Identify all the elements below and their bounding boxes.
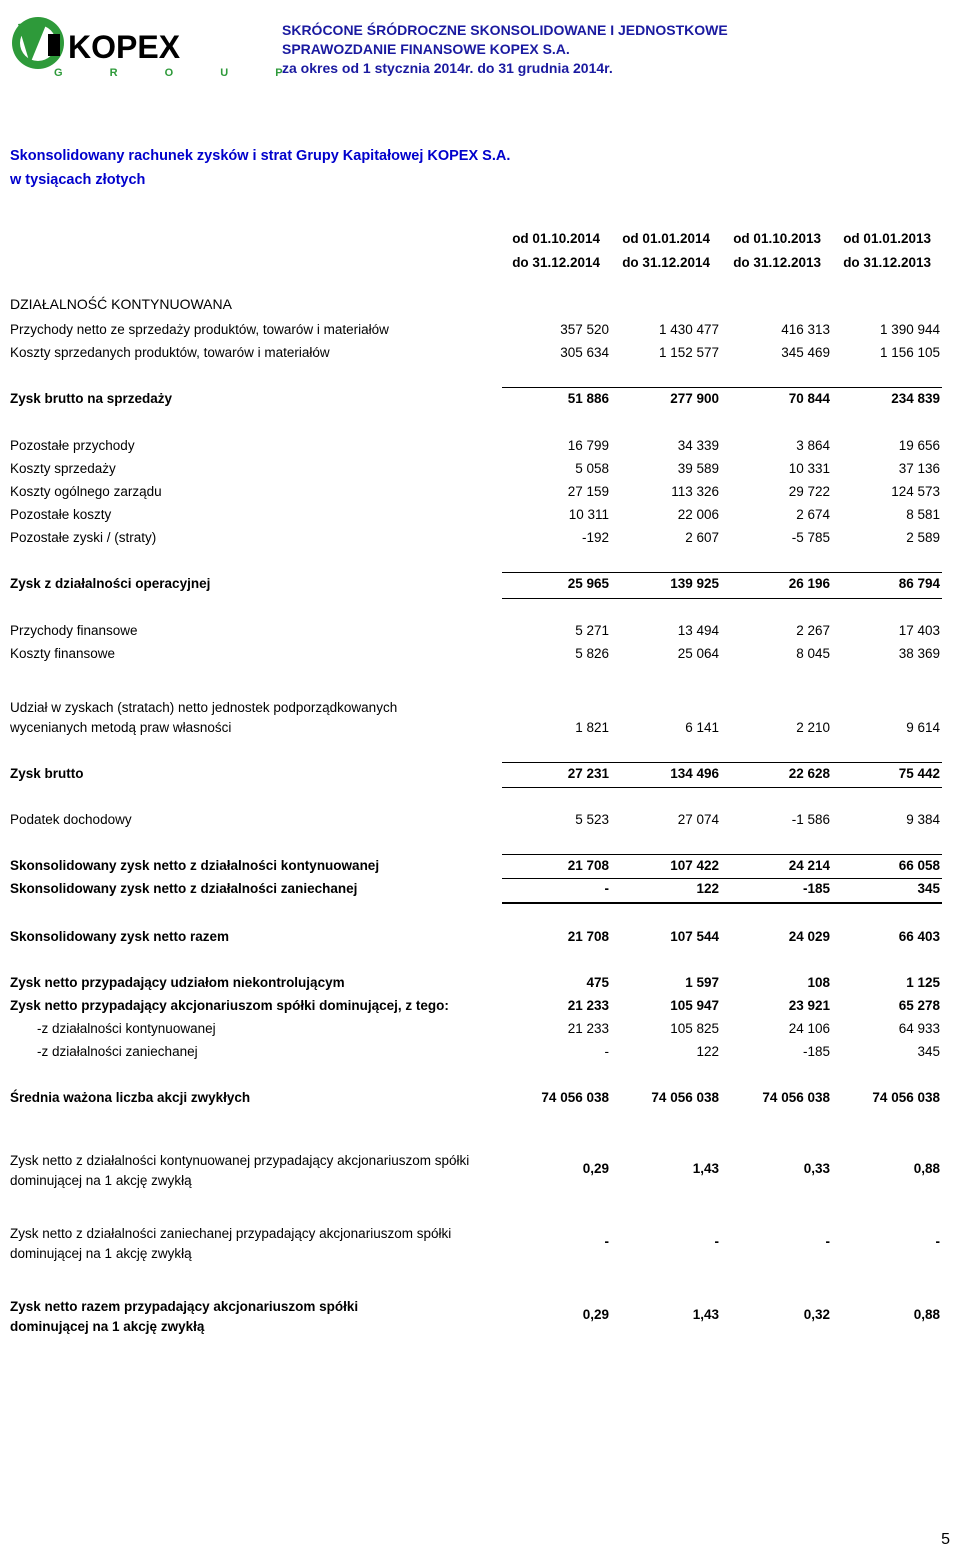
row-value: 17 403 <box>898 623 940 638</box>
column-from: od 01.01.2013 <box>843 231 931 246</box>
row-value: 22 628 <box>788 766 830 781</box>
row-value: 0,33 <box>803 1161 830 1176</box>
column-to: do 31.12.2014 <box>622 255 710 270</box>
row-label: Przychody netto ze sprzedaży produktów, towarów i materiałów <box>10 322 389 337</box>
row-value: 234 839 <box>891 391 940 406</box>
header-line-1: SKRÓCONE ŚRÓDROCZNE SKONSOLIDOWANE I JEDNOSTKOWE <box>282 22 728 38</box>
row-value: 2 607 <box>685 530 719 545</box>
row-value: 105 825 <box>670 1021 719 1036</box>
row-value: 23 921 <box>788 998 830 1013</box>
row-value: - <box>604 1234 609 1249</box>
row-label: Koszty ogólnego zarządu <box>10 484 162 499</box>
row-value: 0,29 <box>582 1307 609 1322</box>
report-header-titles <box>282 21 728 78</box>
row-value: 0,29 <box>582 1161 609 1176</box>
row-value: 74 056 038 <box>872 1090 940 1105</box>
row-value: 26 196 <box>788 576 830 591</box>
row-value: 0,88 <box>913 1161 940 1176</box>
row-value: 8 581 <box>906 507 940 522</box>
row-label: Skonsolidowany zysk netto razem <box>10 929 230 944</box>
row-value: 305 634 <box>560 345 609 360</box>
row-value: 1 821 <box>575 720 609 735</box>
row-value: 9 384 <box>906 812 940 827</box>
row-value: 37 136 <box>898 461 940 476</box>
row-value: 27 159 <box>567 484 609 499</box>
column-header-1 <box>490 227 600 275</box>
row-value: - <box>714 1234 719 1249</box>
row-value: 345 469 <box>781 345 830 360</box>
row-value: 21 708 <box>567 858 609 873</box>
row-value: 122 <box>696 881 719 896</box>
row-value: 105 947 <box>670 998 719 1013</box>
logo-subtext: G R O U P <box>54 67 305 79</box>
row-value: 65 278 <box>898 998 940 1013</box>
row-label-line: Zysk netto z działalności kontynuowanej przypadający akcjonariuszom spółki <box>10 1153 470 1168</box>
row-value: 0,32 <box>803 1307 830 1322</box>
table-rule <box>502 572 942 573</box>
row-label: Średnia ważona liczba akcji zwykłych <box>10 1090 251 1105</box>
row-value: -192 <box>581 530 609 545</box>
row-value: - <box>935 1234 940 1249</box>
row-value: 2 589 <box>906 530 940 545</box>
row-value: 107 544 <box>670 929 719 944</box>
row-label: Pozostałe przychody <box>10 438 135 453</box>
row-label-line: Zysk netto z działalności zaniechanej przypadający akcjonariuszom spółki <box>10 1226 452 1241</box>
table-rule <box>502 787 942 788</box>
row-value: 2 267 <box>796 623 830 638</box>
row-value: 16 799 <box>567 438 609 453</box>
row-value: 24 029 <box>788 929 830 944</box>
row-value: 86 794 <box>898 576 940 591</box>
row-value: 66 058 <box>898 858 940 873</box>
table-rule <box>502 854 942 855</box>
row-value: 21 233 <box>567 998 609 1013</box>
logo-text: KOPEX <box>68 29 181 65</box>
row-label: Koszty finansowe <box>10 646 116 661</box>
row-value: -185 <box>802 1044 830 1059</box>
statement-title-main: Skonsolidowany rachunek zysków i strat Grupy Kapitałowej KOPEX S.A. <box>10 148 511 164</box>
row-value: 25 965 <box>567 576 609 591</box>
row-value: 10 331 <box>788 461 830 476</box>
page-number: 5 <box>941 1531 950 1548</box>
row-label-line: dominującej na 1 akcję zwykłą <box>10 1246 192 1261</box>
row-label <box>10 1224 490 1264</box>
row-value: 8 045 <box>796 646 830 661</box>
row-label: Skonsolidowany zysk netto z działalności zaniechanej <box>10 881 358 896</box>
row-value: 27 074 <box>677 812 719 827</box>
row-label <box>10 698 450 738</box>
row-value: 9 614 <box>906 720 940 735</box>
row-value: 51 886 <box>567 391 609 406</box>
row-value: 24 106 <box>788 1021 830 1036</box>
row-label: Zysk brutto na sprzedaży <box>10 391 173 406</box>
column-to: do 31.12.2013 <box>733 255 821 270</box>
row-value: -185 <box>802 881 830 896</box>
row-value: 5 058 <box>575 461 609 476</box>
row-value: 3 864 <box>796 438 830 453</box>
row-label: Skonsolidowany zysk netto z działalności kontynuowanej <box>10 858 380 873</box>
row-value: 1 156 105 <box>879 345 940 360</box>
row-value: 27 231 <box>567 766 609 781</box>
row-label-line: Zysk netto razem przypadający akcjonariuszom spółki <box>10 1299 359 1314</box>
statement-title-unit: w tysiącach złotych <box>10 172 146 188</box>
row-value: 345 <box>917 881 940 896</box>
row-value: 10 311 <box>568 507 609 522</box>
row-label: -z działalności zaniechanej <box>37 1044 198 1059</box>
row-label: Podatek dochodowy <box>10 812 132 827</box>
row-value: 74 056 038 <box>651 1090 719 1105</box>
column-header-2 <box>600 227 710 275</box>
column-from: od 01.10.2013 <box>733 231 821 246</box>
row-value: 5 271 <box>575 623 609 638</box>
row-value: 38 369 <box>898 646 940 661</box>
row-value: 21 708 <box>567 929 609 944</box>
row-label: Przychody finansowe <box>10 623 138 638</box>
row-value: - <box>825 1234 830 1249</box>
row-label: Zysk z działalności operacyjnej <box>10 576 211 591</box>
row-value: 74 056 038 <box>541 1090 609 1105</box>
row-value: 66 403 <box>898 929 940 944</box>
row-value: 74 056 038 <box>762 1090 830 1105</box>
row-label: -z działalności kontynuowanej <box>37 1021 216 1036</box>
table-rule <box>502 387 942 388</box>
row-value: 70 844 <box>788 391 830 406</box>
row-value: 416 313 <box>781 322 830 337</box>
row-label: Pozostałe koszty <box>10 507 112 522</box>
row-value: 139 925 <box>670 576 719 591</box>
header-line-3: za okres od 1 stycznia 2014r. do 31 grudnia 2014r. <box>282 60 613 76</box>
row-value: - <box>604 1044 609 1059</box>
statement-title <box>10 144 510 192</box>
column-to: do 31.12.2014 <box>512 255 600 270</box>
row-value: 1 390 944 <box>879 322 940 337</box>
row-label-line: wycenianych metodą praw własności <box>10 720 232 735</box>
page-header <box>0 0 960 90</box>
row-label: Pozostałe zyski / (straty) <box>10 530 157 545</box>
row-value: 6 141 <box>685 720 719 735</box>
row-value: 39 589 <box>677 461 719 476</box>
row-label <box>10 1151 490 1191</box>
row-value: 122 <box>696 1044 719 1059</box>
row-value: 24 214 <box>788 858 830 873</box>
row-value: 2 674 <box>796 507 830 522</box>
row-value: 13 494 <box>677 623 719 638</box>
row-value: 29 722 <box>788 484 830 499</box>
row-value: 19 656 <box>898 438 940 453</box>
row-value: 1 597 <box>685 975 719 990</box>
kopex-logo <box>8 6 305 81</box>
row-value: 22 006 <box>677 507 719 522</box>
row-value: 345 <box>917 1044 940 1059</box>
column-from: od 01.01.2014 <box>622 231 710 246</box>
column-header-4 <box>821 227 931 275</box>
row-value: 64 933 <box>898 1021 940 1036</box>
row-value: 475 <box>586 975 609 990</box>
column-to: do 31.12.2013 <box>843 255 931 270</box>
row-value: 21 233 <box>567 1021 609 1036</box>
row-value: 1,43 <box>692 1307 719 1322</box>
table-rule <box>502 878 942 879</box>
row-value: 124 573 <box>891 484 940 499</box>
table-rule <box>502 598 942 599</box>
row-value: 108 <box>807 975 830 990</box>
row-label: Zysk netto przypadający akcjonariuszom spółki dominującej, z tego: <box>10 998 449 1013</box>
row-value: 107 422 <box>670 858 719 873</box>
row-value: 1 430 477 <box>658 322 719 337</box>
row-label-line: Udział w zyskach (stratach) netto jednostek podporządkowanych <box>10 700 398 715</box>
row-label-line: dominującej na 1 akcję zwykłą <box>10 1173 192 1188</box>
row-value: 357 520 <box>560 322 609 337</box>
header-line-2: SPRAWOZDANIE FINANSOWE KOPEX S.A. <box>282 41 570 57</box>
row-value: 2 210 <box>796 720 830 735</box>
row-value: 5 826 <box>575 646 609 661</box>
row-value: -1 586 <box>791 812 830 827</box>
row-label-line: dominującej na 1 akcję zwykłą <box>10 1319 205 1334</box>
row-value: 34 339 <box>677 438 719 453</box>
row-label: Koszty sprzedaży <box>10 461 116 476</box>
row-value: 5 523 <box>575 812 609 827</box>
row-label: Zysk brutto <box>10 766 84 781</box>
row-label <box>10 1297 490 1337</box>
section-title: DZIAŁALNOŚĆ KONTYNUOWANA <box>10 296 232 312</box>
row-value: 75 442 <box>898 766 940 781</box>
row-label: Zysk netto przypadający udziałom niekontrolującym <box>10 975 345 990</box>
table-rule <box>502 762 942 763</box>
row-value: 1,43 <box>692 1161 719 1176</box>
table-rule <box>502 902 942 904</box>
row-value: -5 785 <box>791 530 830 545</box>
row-value: - <box>604 881 609 896</box>
row-value: 277 900 <box>670 391 719 406</box>
row-value: 25 064 <box>677 646 719 661</box>
row-label: Koszty sprzedanych produktów, towarów i materiałów <box>10 345 330 360</box>
row-value: 113 326 <box>671 484 719 499</box>
row-value: 134 496 <box>670 766 719 781</box>
row-value: 1 125 <box>906 975 940 990</box>
column-from: od 01.10.2014 <box>512 231 600 246</box>
row-value: 1 152 577 <box>658 345 719 360</box>
column-header-3 <box>711 227 821 275</box>
row-value: 0,88 <box>913 1307 940 1322</box>
